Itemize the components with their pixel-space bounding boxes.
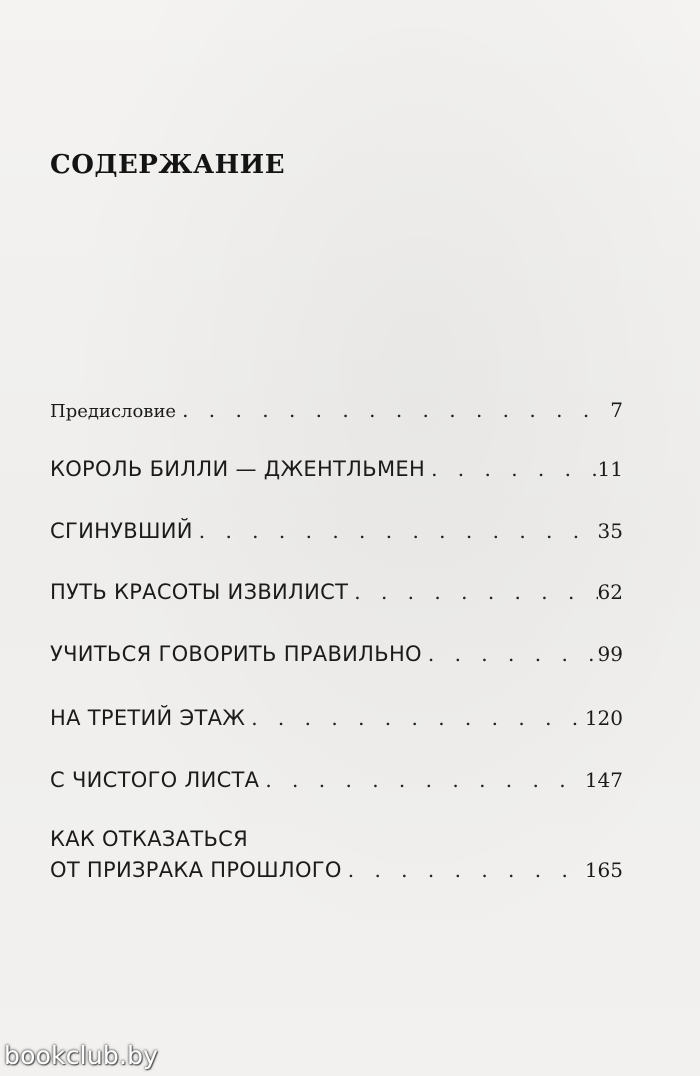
- toc-entry-7: [50, 827, 623, 882]
- toc-entry-title-line2: ОТ ПРИЗРАКА ПРОШЛОГО: [50, 858, 342, 882]
- toc-heading: СОДЕРЖАНИЕ: [50, 150, 286, 180]
- toc-entry-page: 35: [597, 519, 623, 543]
- dot-leader: [348, 580, 597, 604]
- dot-leader: [245, 706, 585, 730]
- dot-leader: [193, 519, 598, 543]
- toc-entry-title-line1: КАК ОТКАЗАТЬСЯ: [50, 827, 249, 851]
- dot-leader: [342, 858, 585, 882]
- toc-entry-3: [50, 580, 623, 604]
- toc-entry-5: [50, 706, 623, 730]
- toc-entry-6: [50, 768, 623, 792]
- toc-entry-title: СГИНУВШИЙ: [50, 519, 193, 543]
- toc-entry-page: 147: [584, 768, 623, 792]
- dot-leader: [259, 768, 584, 792]
- toc-entry-page: 62: [597, 580, 623, 604]
- dot-leader: [425, 457, 597, 481]
- toc-entry-page: 120: [584, 706, 623, 730]
- toc-entry-page: 11: [597, 457, 623, 481]
- toc-entry-title: ПУТЬ КРАСОТЫ ИЗВИЛИСТ: [50, 580, 349, 604]
- toc-entry-page: 165: [584, 858, 623, 882]
- toc-entry-title: Предисловие: [50, 401, 177, 422]
- toc-entry-page: 99: [597, 642, 623, 666]
- toc-entry-1: [50, 457, 623, 481]
- toc-entry-2: [50, 519, 623, 543]
- toc-entry-4: [50, 642, 623, 666]
- toc-entry-title: НА ТРЕТИЙ ЭТАЖ: [50, 706, 246, 730]
- toc-entry-title: С ЧИСТОГО ЛИСТА: [50, 768, 260, 792]
- toc-entry-title: УЧИТЬСЯ ГОВОРИТЬ ПРАВИЛЬНО: [50, 642, 422, 666]
- dot-leader: [422, 642, 598, 666]
- toc-entry-title: КОРОЛЬ БИЛЛИ — ДЖЕНТЛЬМЕН: [50, 457, 426, 481]
- toc-entry-preface: [50, 398, 623, 422]
- toc-entry-page: 7: [610, 398, 623, 422]
- watermark-text: bookclub.by: [4, 1041, 159, 1070]
- dot-leader: [176, 398, 610, 422]
